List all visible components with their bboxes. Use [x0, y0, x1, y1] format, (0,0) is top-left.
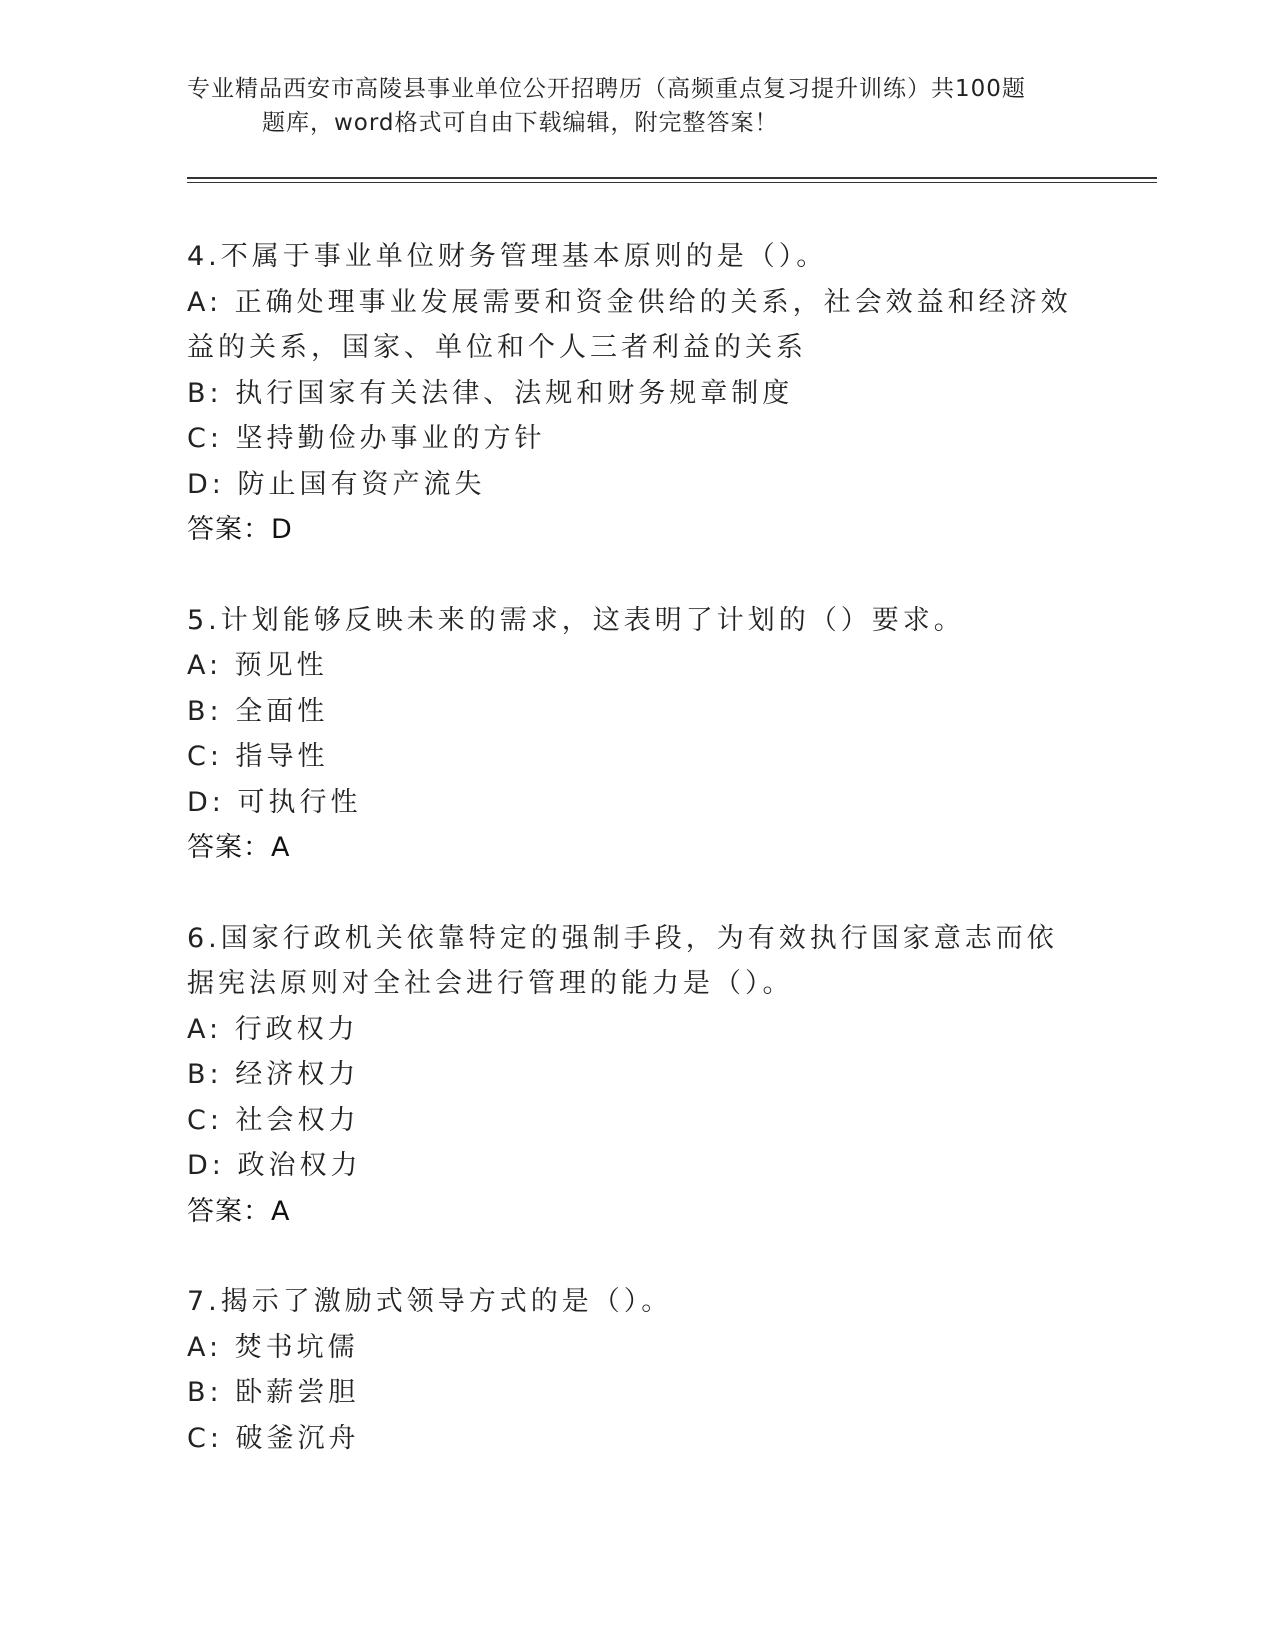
question-text: 6.国家行政机关依靠特定的强制手段，为有效执行国家意志而依据宪法原则对全社会进行管理的能力是（）。 — [187, 922, 1058, 999]
option-c: C: 坚持勤俭办事业的方针 — [187, 423, 546, 454]
answer-text: 答案：A — [187, 1195, 291, 1227]
option-a: A: 焚书坑儒 — [187, 1331, 359, 1363]
question-text: 4.不属于事业单位财务管理基本原则的是（）。 — [187, 241, 828, 272]
question-item — [187, 1279, 1087, 1461]
option-d: D: 政治权力 — [187, 1150, 362, 1181]
question-list — [187, 234, 1087, 1506]
option-c: C: 破釜沉舟 — [187, 1422, 360, 1454]
option-d: D: 可执行性 — [187, 786, 362, 818]
question-item — [187, 234, 1087, 553]
question-item — [187, 916, 1087, 1235]
question-item — [187, 598, 1087, 871]
question-text: 7.揭示了激励式领导方式的是（）。 — [187, 1286, 673, 1317]
option-b: B: 全面性 — [187, 695, 329, 727]
option-a: A: 预见性 — [187, 650, 328, 681]
option-c: C: 社会权力 — [187, 1104, 360, 1136]
header-divider — [187, 177, 1157, 183]
answer-text: 答案：A — [187, 832, 291, 863]
option-b: B: 卧薪尝胆 — [187, 1377, 360, 1408]
question-text: 5.计划能够反映未来的需求，这表明了计划的（）要求。 — [187, 604, 965, 636]
option-b: B: 经济权力 — [187, 1059, 360, 1090]
option-d: D: 防止国有资产流失 — [187, 468, 486, 500]
header-title-line1: 专业精品西安市高陵县事业单位公开招聘历（高频重点复习提升训练）共100题 — [187, 76, 1026, 102]
header-title-line2: 题库，word格式可自由下载编辑，附完整答案！ — [262, 110, 779, 136]
option-a: A: 正确处理事业发展需要和资金供给的关系，社会效益和经济效益的关系，国家、单位和个人三者利益的关系 — [187, 286, 1072, 363]
option-b: B: 执行国家有关法律、法规和财务规章制度 — [187, 377, 794, 409]
answer-text: 答案：D — [187, 514, 293, 545]
document-header — [187, 72, 1087, 140]
option-a: A: 行政权力 — [187, 1013, 359, 1045]
option-c: C: 指导性 — [187, 741, 329, 772]
